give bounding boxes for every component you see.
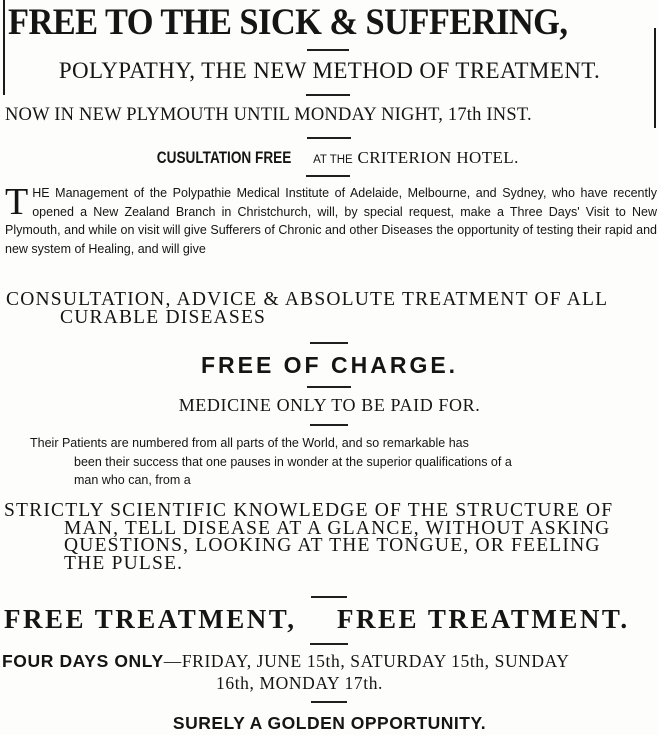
divider-rule [307, 137, 351, 139]
headline: FREE TO THE SICK & SUFFERING, [8, 2, 568, 43]
divider-rule [311, 701, 347, 703]
medicine-line: MEDICINE ONLY TO BE PAID FOR. [178, 395, 481, 415]
location-line: NOW IN NEW PLYMOUTH UNTIL MONDAY NIGHT, 17th INST. [5, 105, 532, 125]
patients-paragraph-line: been their success that one pauses in wonder at the superior qualifications of a [74, 454, 512, 469]
intro-paragraph-text: HE Management of the Polypathie Medical Institute of Adelaide, Melbourne, and Sydney, who have recently opened a New Zealand Branch in Christchurch, will, by special request, make a Three Days' Visit to New Plymouth, and while on visit will give Sufferers of Chronic and other Diseases the opportunity of testing their rapid and new system of Healing, and will give [5, 186, 657, 256]
consultation-heading-line: CURABLE DISEASES [60, 306, 267, 328]
scientific-paragraph-line: THE PULSE. [64, 552, 184, 574]
scientific-paragraph-line: QUESTIONS, LOOKING AT THE TONGUE, OR FEELING [64, 535, 601, 556]
consultation-at-text: AT THE [313, 154, 353, 166]
divider-rule [310, 342, 348, 344]
divider-rule [310, 424, 348, 426]
divider-rule [306, 94, 350, 96]
consultation-line [0, 148, 659, 168]
free-treatment-right: FREE TREATMENT. [337, 604, 630, 634]
divider-rule [311, 596, 347, 598]
patients-paragraph [30, 434, 635, 490]
free-treatment-left: FREE TREATMENT, [4, 604, 297, 634]
hotel-name: CRITERION HOTEL. [357, 148, 519, 167]
free-of-charge-heading: FREE OF CHARGE. [200, 352, 459, 378]
divider-rule [307, 49, 349, 51]
consultation-free-text: CUSULTATION FREE [157, 148, 292, 167]
free-treatment-banner [4, 604, 654, 635]
four-days-only: FOUR DAYS ONLY [2, 651, 164, 671]
scientific-paragraph-line: STRICTLY SCIENTIFIC KNOWLEDGE OF THE STRUCTURE OF [4, 500, 614, 521]
four-days-dates-continued: 16th, MONDAY 17th. [216, 673, 384, 693]
consultation-heading [6, 291, 651, 326]
four-days-notice [2, 650, 657, 694]
divider-rule [307, 386, 351, 388]
drop-cap: T [5, 181, 29, 223]
four-days-dates: —FRIDAY, JUNE 15th, SATURDAY 15th, SUNDAY [163, 651, 570, 671]
subheadline: POLYPATHY, THE NEW METHOD OF TREATMENT. [58, 58, 601, 83]
patients-paragraph-line: Their Patients are numbered from all parts of the World, and so remarkable has [30, 436, 469, 450]
consultation-heading-line: CONSULTATION, ADVICE & ABSOLUTE TREATMENT OF ALL [6, 289, 609, 310]
patients-paragraph-line: man who can, from a [74, 473, 191, 487]
scientific-paragraph [4, 502, 654, 572]
golden-opportunity: SURELY A GOLDEN OPPORTUNITY. [172, 713, 487, 733]
divider-rule [310, 643, 348, 645]
scientific-paragraph-line: MAN, TELL DISEASE AT A GLANCE, WITHOUT ASKING [64, 517, 611, 539]
divider-rule [306, 175, 350, 177]
intro-paragraph [5, 181, 657, 258]
